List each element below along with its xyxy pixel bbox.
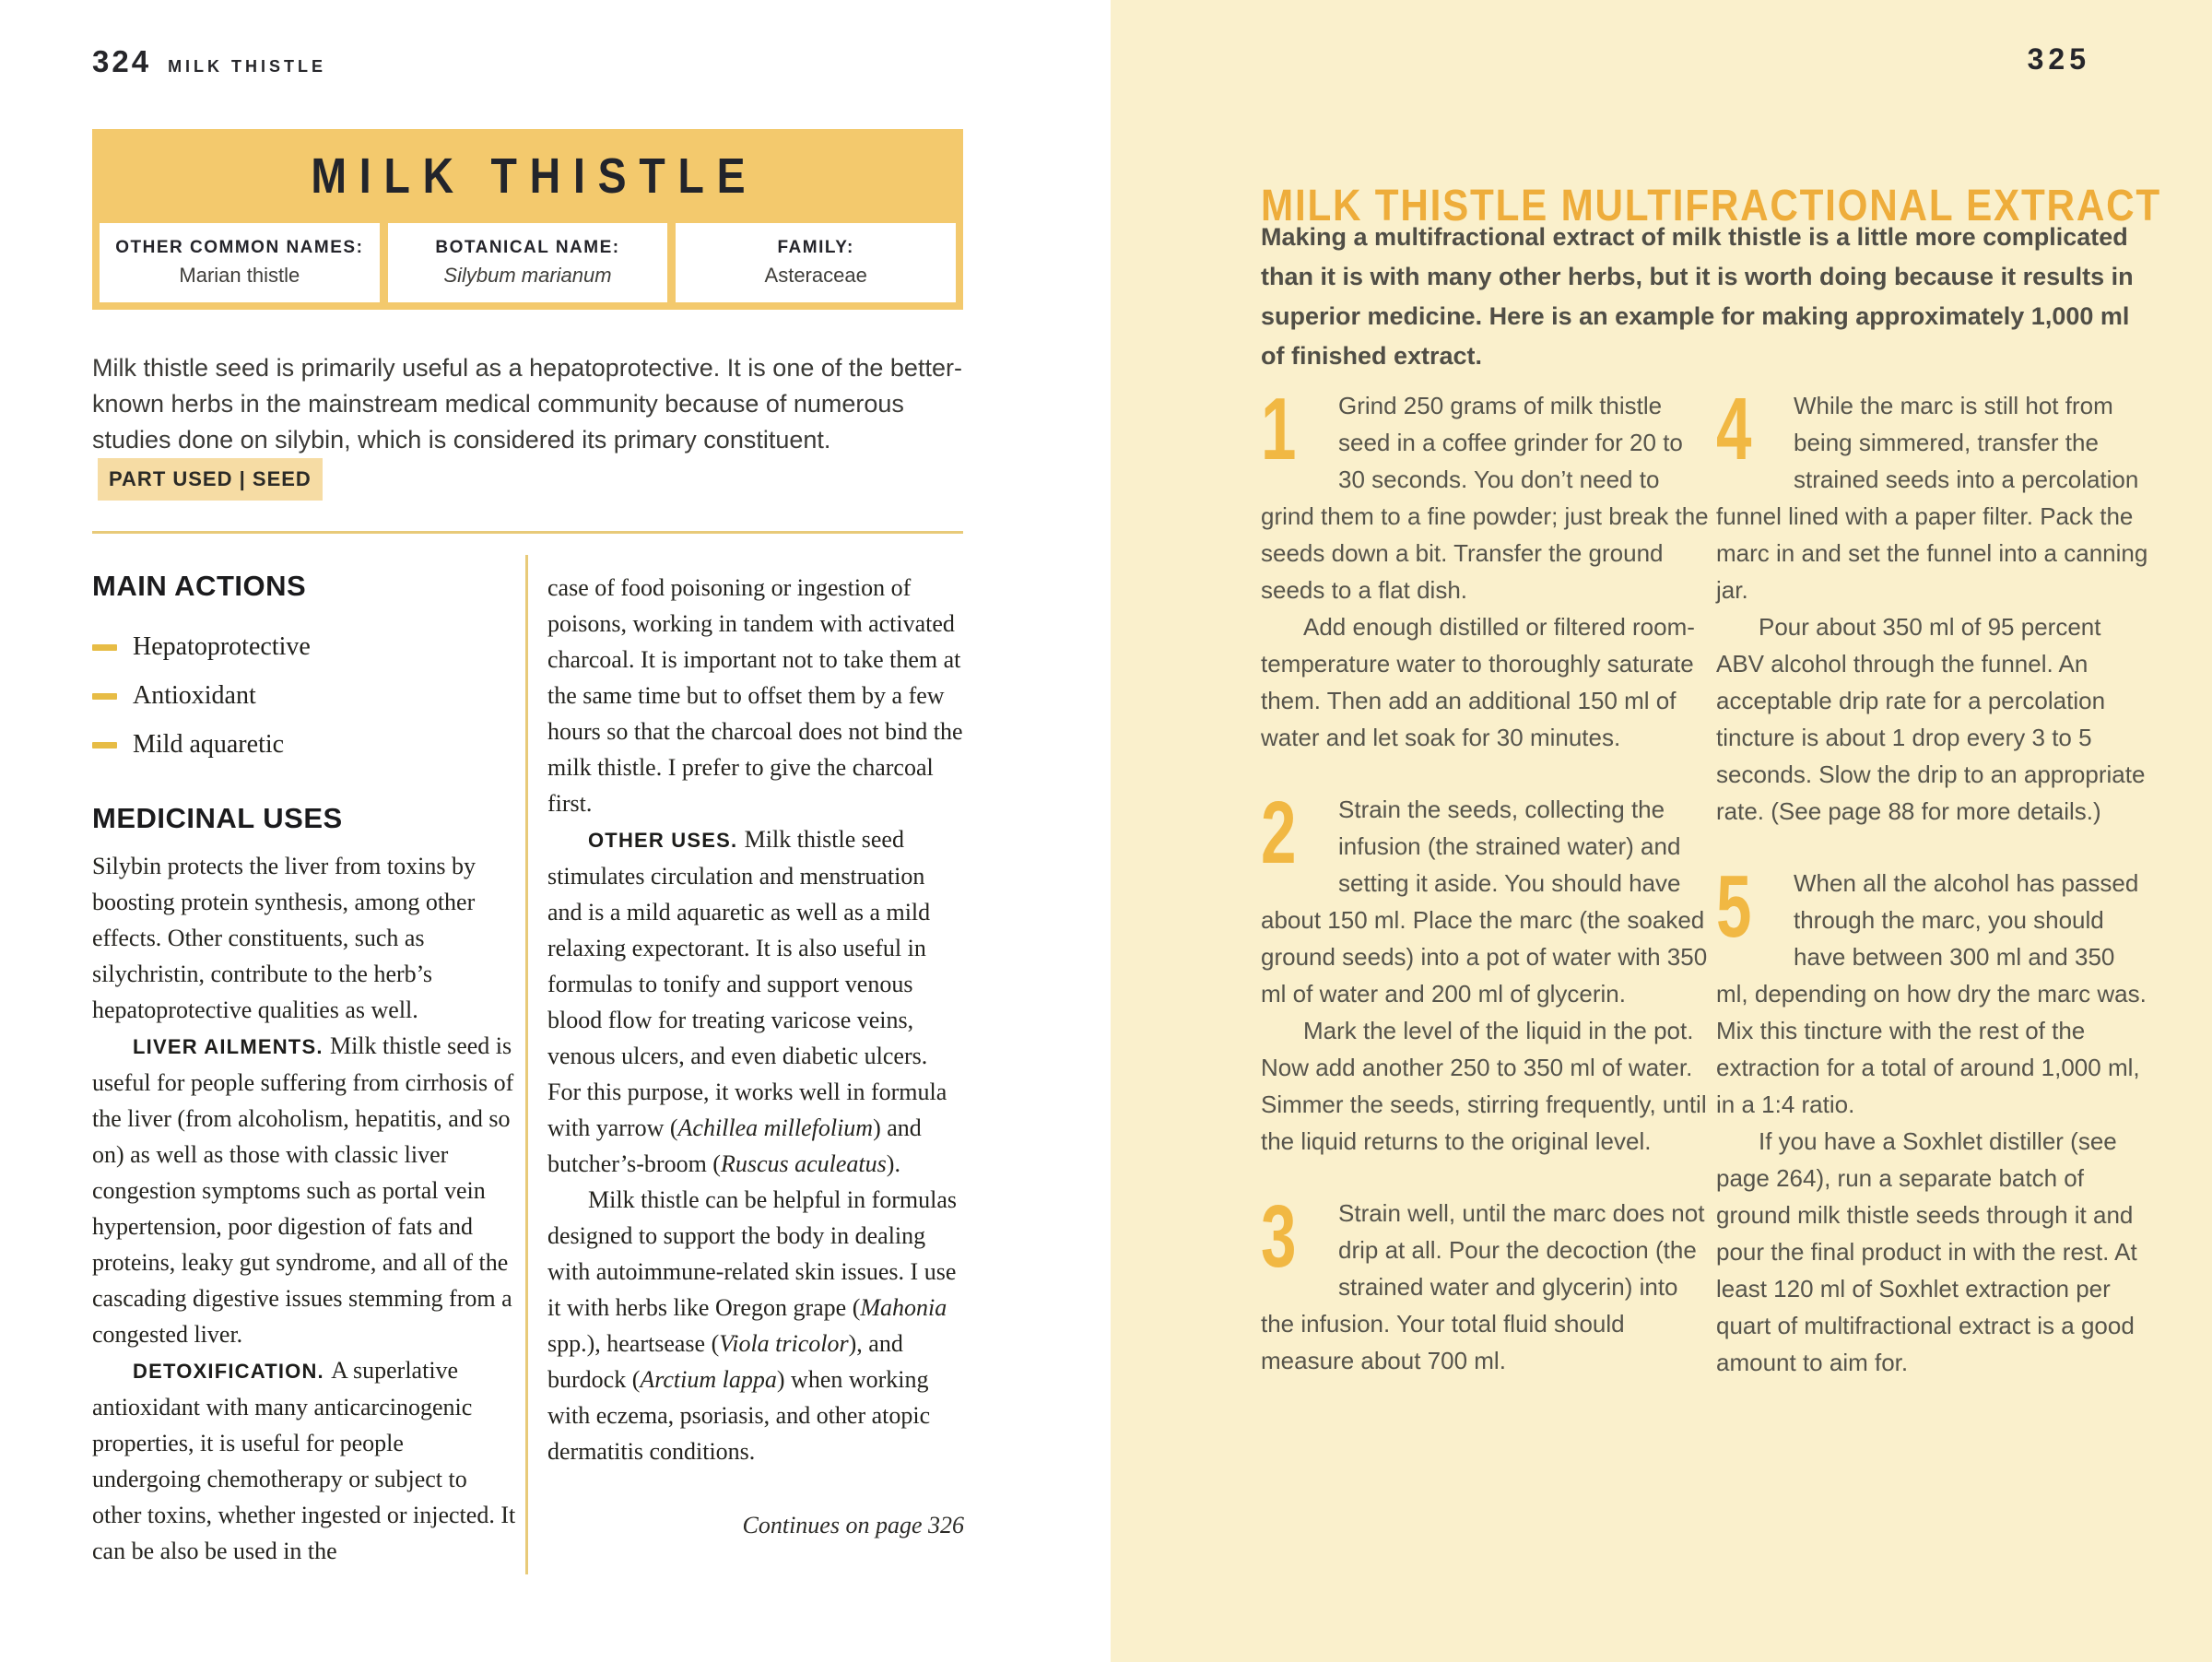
herb-title-banner [92, 129, 963, 223]
list-item [92, 730, 518, 760]
bullet-dash-icon [92, 644, 117, 651]
step-text: While the marc is still hot from being simmered, transfer the strained seeds into a percolation funnel lined with a paper filter. Pack the marc in and set the funnel into a canning jar. [1716, 392, 2148, 604]
list-item [92, 681, 518, 711]
info-label: BOTANICAL NAME: [435, 238, 620, 257]
right-page-number: 325 [2027, 42, 2090, 76]
body-paragraph: Milk thistle can be helpful in formulas designed to support the body in dealing with autoimmune-related skin issues. I use it with herbs like Oregon grape (Mahonia spp.), heartsease (Viola tricolor), and burdock (Arctium lappa) when working with eczema, psoriasis, and other atopic dermatitis conditions. [547, 1186, 958, 1465]
herb-header-block [92, 129, 963, 310]
column-divider [525, 555, 528, 1574]
right-column [547, 570, 964, 1563]
body-paragraph: Silybin protects the liver from toxins by boosting protein synthesis, among other effects. Other constituents, such as silychristin, contribute to the herb’s hepatoprotective qualities as well. [92, 853, 476, 1023]
herb-info-table [92, 223, 963, 302]
action-label: Antioxidant [133, 681, 256, 710]
info-value: Marian thistle [179, 264, 300, 287]
step-number: 5 [1716, 857, 1752, 956]
step-text: Strain the seeds, collecting the infusion (the strained water) and setting it aside. You should have about 150 ml. Place the marc (the soaked ground seeds) into a pot of water with 350 ml of water and 200 ml of glycerin. [1261, 796, 1708, 1008]
info-value: Asteraceae [764, 264, 867, 287]
info-cell-common-names [100, 223, 380, 302]
medicinal-uses-heading: MEDICINAL USES [92, 802, 343, 834]
left-page-number: 324 [92, 44, 152, 78]
herb-title: MILK THISTLE [310, 148, 758, 204]
info-cell-family [676, 223, 956, 302]
bullet-dash-icon [92, 742, 117, 748]
info-cell-botanical-name [388, 223, 668, 302]
info-value: Silybum marianum [443, 264, 612, 287]
continues-note: Continues on page 326 [742, 1512, 964, 1538]
step-5 [1716, 857, 2151, 1381]
left-running-title: MILK THISTLE [168, 57, 327, 76]
body-paragraph-liver-ailments: LIVER AILMENTS. Milk thistle seed is useful for people suffering from cirrhosis of the liver (from alcoholism, hepatitis, and so on) as well as those with classic liver congestion symptoms such as portal vein hypertension, poor digestion of fats and proteins, leaky gut syndrome, and all of the cascading digestive issues stemming from a congested liver. [92, 1032, 514, 1348]
step-1 [1261, 380, 1709, 756]
right-page [1111, 0, 2212, 1662]
list-item [92, 632, 518, 662]
info-label: FAMILY: [777, 238, 854, 257]
step-text: Grind 250 grams of milk thistle seed in a coffee grinder for 20 to 30 seconds. You don’t need to grind them to a fine powder; just break the seeds down a bit. Transfer the ground seeds to a flat dish. [1261, 392, 1709, 604]
step-text-continued: Pour about 350 ml of 95 percent ABV alcohol through the funnel. An acceptable drip rate for a percolation tincture is about 1 drop every 3 to 5 seconds. Slow the drip to an appropriate rate. (See page 88 for more details.) [1716, 613, 2146, 825]
step-3 [1261, 1187, 1709, 1379]
step-2 [1261, 784, 1709, 1160]
left-column [92, 570, 518, 1569]
info-label: OTHER COMMON NAMES: [115, 238, 364, 257]
step-number: 3 [1261, 1187, 1297, 1286]
body-paragraph: case of food poisoning or ingestion of poisons, working in tandem with activated charcoal. It is important not to take them at the same time but to offset them by a few hours so that the charcoal does not bind the milk thistle. I prefer to give the charcoal first. [547, 574, 963, 817]
step-text: When all the alcohol has passed through the marc, you should have between 300 ml and 350 ml, depending on how dry the marc was. Mix this tincture with the rest of the extraction for a total of around 1,000 ml, in a 1:4 ratio. [1716, 869, 2147, 1118]
steps-column-2 [1716, 380, 2151, 1381]
step-text-continued: Mark the level of the liquid in the pot. Now add another 250 to 350 ml of water. Simmer the seeds, stirring frequently, until the liquid returns to the original level. [1261, 1017, 1707, 1155]
step-text-continued: If you have a Soxhlet distiller (see page 264), run a separate batch of ground milk thistle seeds through it and pour the final product in with the rest. At least 120 ml of Soxhlet extraction per quart of multifractional extract is a good amount to aim for. [1716, 1127, 2137, 1376]
horizontal-rule [92, 531, 963, 534]
intro-text: Milk thistle seed is primarily useful as a hepatoprotective. It is one of the better-known herbs in the mainstream medical community because of numerous studies done on silybin, which is considered its primary constituent. [92, 354, 962, 454]
main-actions-list [92, 632, 518, 760]
step-text-continued: Add enough distilled or filtered room-temperature water to thoroughly saturate them. Then add an additional 150 ml of water and let soak for 30 minutes. [1261, 613, 1695, 751]
left-page-header [92, 44, 326, 79]
part-used-badge: PART USED | SEED [98, 458, 323, 501]
bullet-dash-icon [92, 693, 117, 700]
action-label: Mild aquaretic [133, 730, 285, 759]
action-label: Hepatoprotective [133, 632, 311, 661]
herb-intro-paragraph [92, 350, 968, 501]
step-number: 4 [1716, 380, 1752, 478]
step-number: 2 [1261, 784, 1297, 882]
extract-title: MILK THISTLE MULTIFRACTIONAL EXTRACT [1261, 182, 2161, 231]
extract-intro: Making a multifractional extract of milk thistle is a little more complicated than it is with many other herbs, but it is worth doing because it results in superior medicine. Here is an example for making approximately 1,000 ml of finished extract. [1261, 223, 2134, 370]
left-page-columns [92, 549, 963, 1609]
body-paragraph-other-uses: OTHER USES. Milk thistle seed stimulates circulation and menstruation and is a mild aquaretic as well as a mild relaxing expectorant. It is also useful in formulas to tonify and support venous blood flow for treating varicose veins, venous ulcers, and even diabetic ulcers. For this purpose, it works well in formula with yarrow (Achillea millefolium) and butcher’s-broom (Ruscus aculeatus). [547, 826, 947, 1177]
step-number: 1 [1261, 380, 1297, 478]
body-paragraph-detoxification: DETOXIFICATION. A superlative antioxidant with many anticarcinogenic properties, it is useful for people undergoing chemotherapy or subject to other toxins, whether ingested or injected. It can be also be used in the [92, 1357, 516, 1564]
steps-column-1 [1261, 380, 1709, 1379]
step-4 [1716, 380, 2151, 830]
main-actions-heading: MAIN ACTIONS [92, 570, 307, 602]
step-text: Strain well, until the marc does not drip at all. Pour the decoction (the strained water and glycerin) into the infusion. Your total fluid should measure about 700 ml. [1261, 1199, 1705, 1374]
